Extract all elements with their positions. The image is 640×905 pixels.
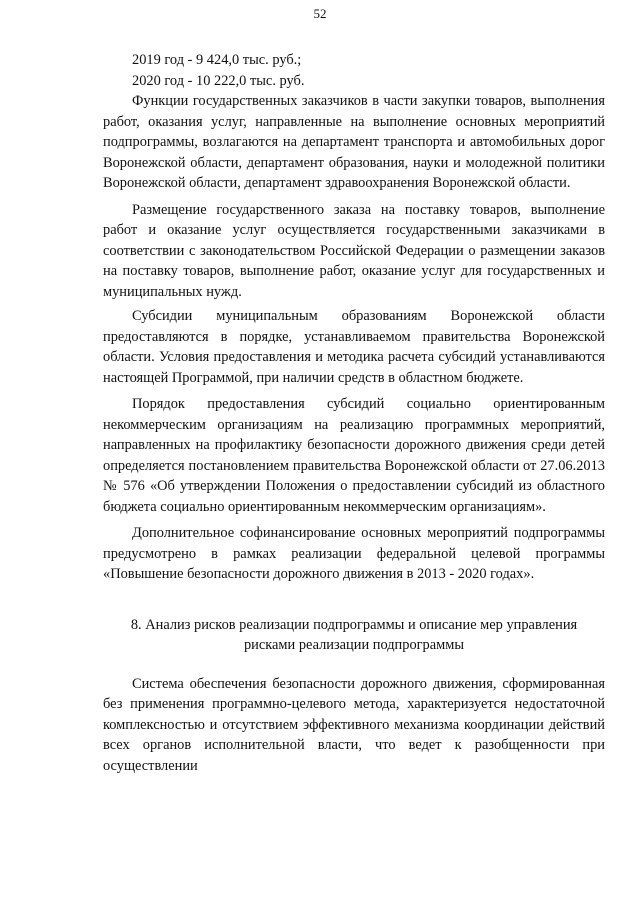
paragraph-state-order: Размещение государственного заказа на поставку товаров, выполнение работ и оказание услуг осуществляется государственными заказчиками в соответствии с законодательством Российской Федерации о размещении заказов на поставку товаров, выполнение работ, оказание услуг для государственных и муниципальных нужд. [103, 201, 605, 300]
budget-line-2020: 2020 год - 10 222,0 тыс. руб. [132, 72, 305, 89]
paragraph-customers-functions: Функции государственных заказчиков в части закупки товаров, выполнения работ, оказания услуг, направленные на выполнение основных мероприятий подпрограммы, возлагаются на департамент транспорта и автомобильных дорог Воронежской области, департамент образования, науки и молодежной политики Воронежской области, департамент здравоохранения Воронежской области. [103, 93, 605, 191]
page-number: 52 [313, 6, 327, 21]
paragraph-subsidy-procedure: Порядок предоставления субсидий социально ориентированным некоммерческим организациям на реализацию программных мероприятий, направленных на профилактику безопасности дорожного движения среди детей определяется постановлением правительства Воронежской области от 27.06.2013 № 576 «Об утверждении Положения о предоставлении субсидий из областного бюджета социально ориентированным некоммерческим организациям». [103, 396, 605, 515]
paragraph-subsidies: Субсидии муниципальным образованиям Воронежской области предоставляются в порядке, устанавливаемом правительства Воронежской области. Условия предоставления и методика расчета субсидий устанавливаются настоящей Программой, при наличии средств в областном бюджете. [103, 308, 605, 386]
section-title-line-2: рисками реализации подпрограммы [243, 637, 465, 653]
budget-line-2019: 2019 год - 9 424,0 тыс. руб.; [132, 52, 302, 68]
section-heading [103, 615, 605, 656]
paragraph-system-analysis: Система обеспечения безопасности дорожного движения, сформированная без применения программно-целевого метода, характеризуется недостаточной комплексностью и отсутствием эффективного механизма координации действий всех органов исполнительной власти, что ведет к разобщенности при осуществлении [103, 675, 605, 774]
document-body [103, 50, 605, 776]
section-title-line-1: 8. Анализ рисков реализации подпрограммы и описание мер управления [130, 616, 578, 633]
paragraph-cofinancing: Дополнительное софинансирование основных мероприятий подпрограммы предусмотрено в рамках реализации федеральной целевой программы «Повышение безопасности дорожного движения в 2013 - 2020 годах». [103, 525, 605, 582]
